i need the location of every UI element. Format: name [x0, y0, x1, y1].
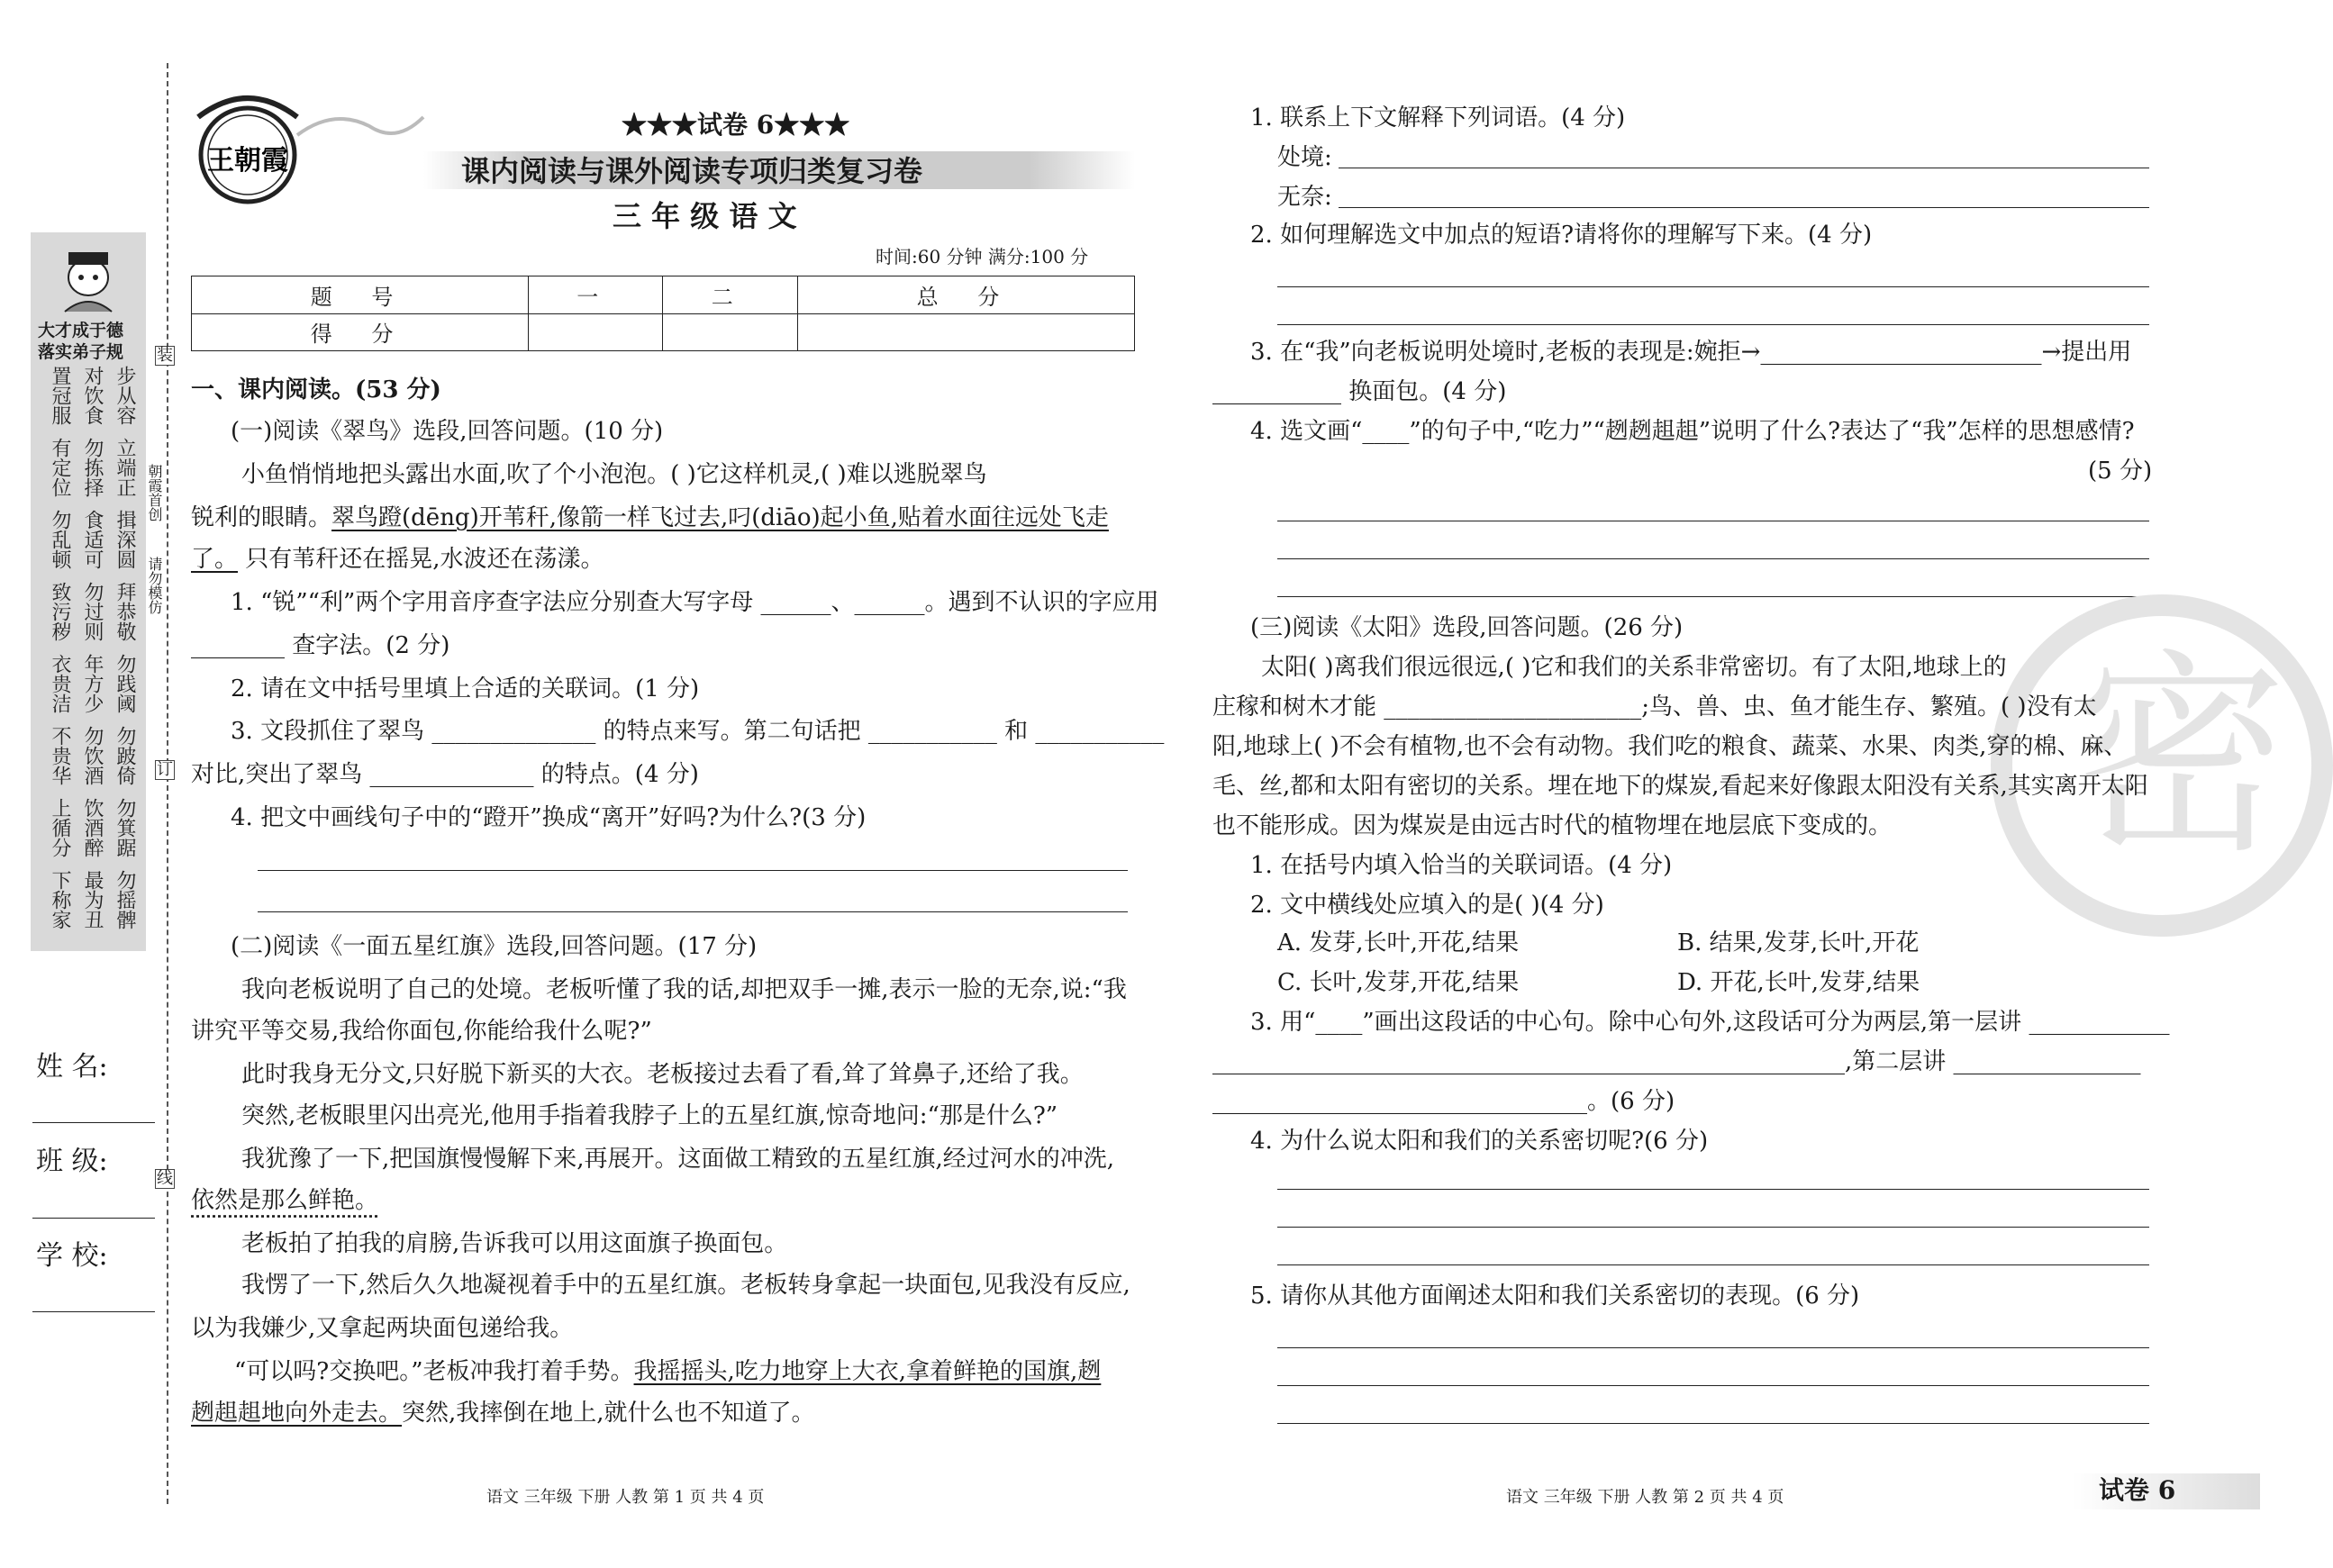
motto-item: 有定位	[49, 438, 71, 497]
th-number: 题 号	[192, 276, 529, 314]
motto-item: 下称家	[49, 870, 71, 929]
paper-no: ★★★试卷 6★★★	[622, 110, 850, 140]
scholar-icon	[47, 241, 130, 313]
paper-tag: 试卷 6	[2099, 1475, 2176, 1505]
footer-right: 语文 三年级 下册 人教 第 2 页 共 4 页	[1506, 1488, 1784, 1507]
motto-item: 上循分	[49, 798, 71, 857]
q3-4: 4. 为什么说太阳和我们的关系密切呢?(6 分)	[1250, 1128, 1709, 1155]
q1-1b: ________ 查字法。(2 分)	[191, 632, 450, 659]
q3-3b: ______________________________________________________,第二层讲 ________________	[1212, 1048, 2141, 1075]
answer-line[interactable]	[1277, 1347, 2149, 1348]
q2-3b: ___________ 换面包。(4 分)	[1212, 378, 1507, 405]
p2-line-1: 我向老板说明了自己的处境。老板听懂了我的话,却把双手一摊,表示一脸的无奈,说:“我	[241, 976, 1127, 1003]
p2-line-9: 以为我嫌少,又拿起两块面包递给我。	[191, 1315, 574, 1342]
class-field[interactable]	[32, 1218, 155, 1219]
answer-line[interactable]	[1277, 1385, 2149, 1386]
seal-text-1: 朝霞首创	[146, 464, 163, 521]
name-label: 姓 名:	[36, 1051, 108, 1083]
q3-5: 5. 请你从其他方面阐述太阳和我们关系密切的表现。(6 分)	[1250, 1282, 1860, 1310]
passage-1-title: (一)阅读《翠鸟》选段,回答问题。(10 分)	[231, 418, 664, 445]
p3-line-1: 太阳( )离我们很远很远,( )它和我们的关系非常密切。有了太阳,地球上的	[1261, 654, 2007, 681]
answer-line[interactable]	[258, 911, 1128, 912]
motto-grid	[41, 366, 135, 942]
p3-line-2: 庄稼和树木才能 ______________________;鸟、兽、虫、鱼才能生存、繁殖。( )没有太	[1212, 693, 2097, 721]
logo	[180, 83, 315, 209]
answer-line[interactable]	[1277, 1227, 2149, 1228]
ribbon-icon	[297, 99, 432, 153]
time-score: 时间:60 分钟 满分:100 分	[876, 246, 1089, 267]
motto-item: 勿跛倚	[113, 726, 136, 785]
answer-line[interactable]	[1277, 324, 2149, 325]
binding-line	[167, 63, 168, 1504]
motto-item: 步从容	[113, 366, 136, 425]
q3-3c: ________________________________。(6 分)	[1212, 1088, 1675, 1115]
motto-item: 最为丑	[81, 870, 104, 929]
motto-item: 置冠服	[49, 366, 71, 425]
p3-line-4: 毛、丝,都和太阳有密切的关系。埋在地下的煤炭,看起来好像跟太阳没有关系,其实离开太阳	[1212, 773, 2148, 800]
p2-line-6: 依然是那么鲜艳。	[191, 1187, 379, 1214]
strip-line-1: 大才成于德	[38, 321, 124, 340]
answer-line[interactable]	[1277, 1423, 2149, 1424]
underlined-sentence: 翠鸟蹬(dēng)开苇秆,像箭一样飞过去,叼(diāo)起小鱼,贴着水面往远处飞走	[331, 504, 1109, 531]
option-c[interactable]: C. 长叶,发芽,开花,结果	[1277, 969, 1520, 996]
binding-mark-2: 订	[157, 760, 173, 779]
p2-line-7: 老板拍了拍我的肩膀,告诉我可以用这面旗子换面包。	[241, 1230, 788, 1257]
motto-item: 拜恭敬	[113, 582, 136, 641]
option-d[interactable]: D. 开花,长叶,发芽,结果	[1677, 969, 1920, 996]
score-cell-1[interactable]	[529, 313, 663, 351]
footer-left: 语文 三年级 下册 人教 第 1 页 共 4 页	[486, 1488, 765, 1507]
binding-mark-3: 线	[157, 1169, 173, 1188]
motto-item: 衣贵洁	[49, 654, 71, 713]
p2-line-5: 我犹豫了一下,把国旗慢慢解下来,再展开。这面做工精致的五星红旗,经过河水的冲洗,	[241, 1146, 1115, 1173]
watermark-text: 密	[2072, 630, 2289, 883]
q2-1: 1. 联系上下文解释下列词语。(4 分)	[1250, 104, 1626, 131]
passage-2-title: (二)阅读《一面五星红旗》选段,回答问题。(17 分)	[231, 933, 758, 960]
answer-line[interactable]	[258, 870, 1128, 871]
motto-item: 勿过则	[81, 582, 104, 641]
strip-line-2: 落实弟子规	[38, 342, 124, 362]
p1-line-1: 小鱼悄悄地把头露出水面,吹了个小泡泡。( )它这样机灵,( )难以逃脱翠鸟	[241, 461, 987, 488]
seal-text-2: 请勿模仿	[146, 557, 163, 614]
motto-item: 揖深圆	[113, 510, 136, 569]
p2-line-8: 我愣了一下,然后久久地凝视着手中的五星红旗。老板转身拿起一块面包,见我没有反应,	[241, 1272, 1130, 1299]
motto-item: 勿乱顿	[49, 510, 71, 569]
q2-2: 2. 如何理解选文中加点的短语?请将你的理解写下来。(4 分)	[1250, 222, 1873, 249]
q2-1b: 无奈:	[1277, 184, 1332, 211]
score-cell-total[interactable]	[797, 313, 1134, 351]
score-row-label: 得 分	[192, 313, 529, 351]
name-field[interactable]	[32, 1122, 155, 1123]
q1-3: 3. 文段抓住了翠鸟 ______________ 的特点来写。第二句话把 ___________ 和 ___________	[231, 718, 1165, 745]
motto-item: 勿箕踞	[113, 798, 136, 857]
q2-4b: (5 分)	[2088, 458, 2153, 485]
motto-item: 年方少	[81, 654, 104, 713]
option-a[interactable]: A. 发芽,长叶,开花,结果	[1277, 929, 1520, 956]
score-table	[191, 276, 1135, 351]
p1-line-2: 锐利的眼睛。翠鸟蹬(dēng)开苇秆,像箭一样飞过去,叼(diāo)起小鱼,贴着水面往远处飞走	[191, 504, 1109, 531]
motto-item: 食适可	[81, 510, 104, 569]
q2-3: 3. 在“我”向老板说明处境时,老板的表现是:婉拒→________________________→提出用	[1250, 339, 2132, 366]
answer-line[interactable]	[1277, 1189, 2149, 1190]
logo-text: 王朝霞	[207, 145, 288, 177]
p2-line-3: 此时我身无分文,只好脱下新买的大衣。老板接过去看了看,耸了耸鼻子,还给了我。	[241, 1061, 1084, 1088]
motto-item: 勿摇髀	[113, 870, 136, 929]
p2-line-2: 讲究平等交易,我给你面包,你能给我什么呢?”	[191, 1018, 652, 1045]
paper-subtitle: 三 年 级 语 文	[613, 199, 797, 233]
class-label: 班 级:	[36, 1146, 108, 1177]
answer-line[interactable]	[1277, 286, 2149, 287]
motto-item: 勿拣择	[81, 438, 104, 497]
th-total: 总 分	[797, 276, 1134, 314]
school-label: 学 校:	[36, 1240, 108, 1272]
p2-line-11: 趔趄趄地向外走去。突然,我摔倒在地上,就什么也不知道了。	[191, 1400, 815, 1427]
q1-3b: 对比,突出了翠鸟 ______________ 的特点。(4 分)	[191, 761, 699, 788]
answer-line[interactable]	[1277, 558, 2149, 559]
motto-item: 勿践阈	[113, 654, 136, 713]
th-part2: 二	[663, 276, 797, 314]
q1-4: 4. 把文中画线句子中的“蹬开”换成“离开”好吗?为什么?(3 分)	[231, 804, 867, 831]
binding-mark-1: 装	[157, 346, 173, 365]
score-cell-2[interactable]	[663, 313, 797, 351]
motto-item: 不贵华	[49, 726, 71, 785]
th-part1: 一	[529, 276, 663, 314]
option-b[interactable]: B. 结果,发芽,长叶,开花	[1677, 929, 1920, 956]
motto-item: 致污秽	[49, 582, 71, 641]
p2-line-4: 突然,老板眼里闪出亮光,他用手指着我脖子上的五星红旗,惊奇地问:“那是什么?”	[241, 1102, 1058, 1129]
motto-strip	[31, 232, 146, 951]
p3-line-5: 也不能形成。因为煤炭是由远古时代的植物埋在地层底下变成的。	[1212, 812, 1893, 839]
q1-1: 1. “锐”“利”两个字用音序查字法应分别查大写字母 ______、______。遇到不认识的字应用	[231, 589, 1159, 616]
q3-3: 3. 用“____”画出这段话的中心句。除中心句外,这段话可分为两层,第一层讲 ____________	[1250, 1009, 2170, 1036]
motto-item: 立端正	[113, 438, 136, 497]
q3-1: 1. 在括号内填入恰当的关联词语。(4 分)	[1250, 852, 1673, 879]
motto-item: 勿饮酒	[81, 726, 104, 785]
p1-line-3: 了。 只有苇秆还在摇晃,水波还在荡漾。	[191, 546, 604, 573]
q3-2: 2. 文中横线处应填入的是( )(4 分)	[1250, 892, 1604, 919]
q1-2: 2. 请在文中括号里填上合适的关联词。(1 分)	[231, 675, 700, 702]
school-field[interactable]	[32, 1311, 155, 1312]
q2-4: 4. 选文画“____”的句子中,“吃力”“趔趔趄趄”说明了什么?表达了“我”怎样的思想感情?	[1250, 418, 2135, 445]
passage-3-title: (三)阅读《太阳》选段,回答问题。(26 分)	[1250, 614, 1684, 641]
answer-line[interactable]	[1277, 1264, 2149, 1265]
motto-item: 对饮食	[81, 366, 104, 425]
paper-title: 课内阅读与课外阅读专项归类复习卷	[461, 154, 923, 188]
q2-1a: 处境:	[1277, 144, 1332, 171]
section-1-title: 一、课内阅读。(53 分)	[191, 376, 441, 403]
answer-line[interactable]	[1339, 207, 2149, 208]
p3-line-3: 阳,地球上( )不会有植物,也不会有动物。我们吃的粮食、蔬菜、水果、肉类,穿的棉、麻、	[1212, 733, 2128, 760]
motto-item: 饮酒醉	[81, 798, 104, 857]
p2-line-10: “可以吗?交换吧。”老板冲我打着手势。我摇摇头,吃力地穿上大衣,拿着鲜艳的国旗,趔	[234, 1358, 1102, 1385]
answer-line[interactable]	[1277, 596, 2149, 597]
